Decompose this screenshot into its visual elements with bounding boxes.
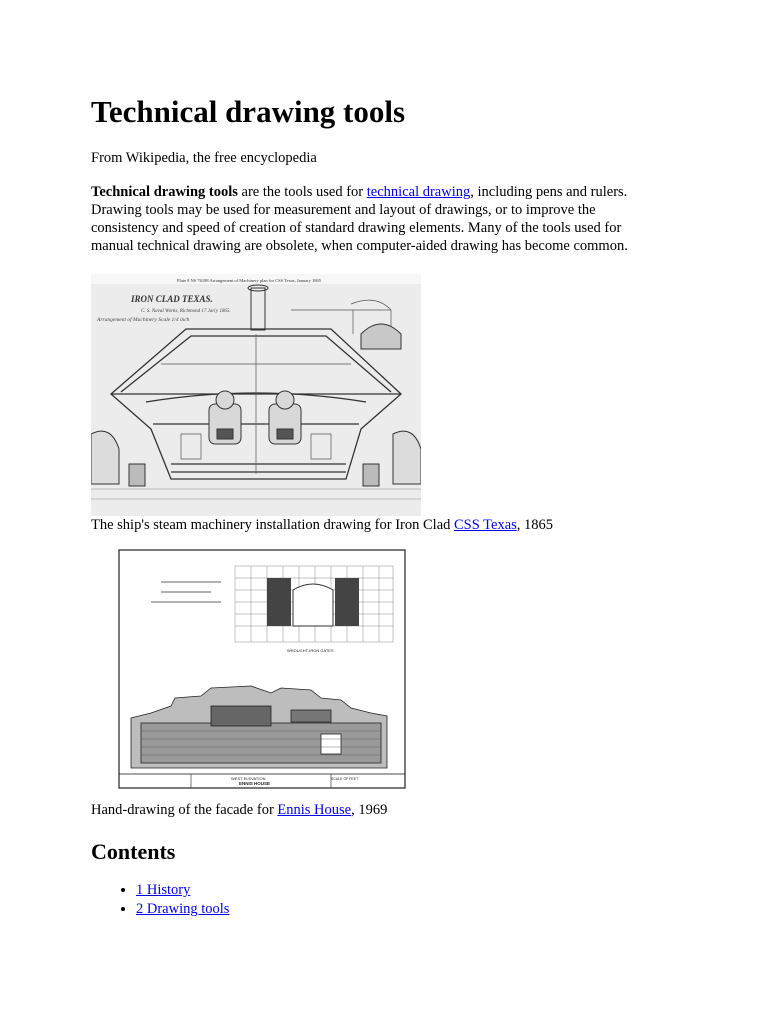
figure-2-caption-suffix: , 1969 bbox=[351, 802, 388, 818]
css-texas-link[interactable]: CSS Texas bbox=[454, 517, 517, 533]
figure-2-caption bbox=[91, 801, 387, 819]
css-texas-drawing-image[interactable] bbox=[91, 274, 421, 516]
ironclad-drawing-graphic bbox=[91, 274, 421, 516]
toc-link-history[interactable]: 1 History bbox=[136, 882, 191, 898]
intro-paragraph bbox=[91, 183, 656, 255]
ennis-house-link[interactable]: Ennis House bbox=[277, 802, 352, 818]
ennis-house-drawing-image[interactable] bbox=[91, 538, 409, 796]
drawing-subtitle-1: C. S. Naval Works, Richmond 17 Jan'y 1865. bbox=[141, 309, 231, 314]
page-title: Technical drawing tools bbox=[91, 94, 406, 129]
elevation-label: WEST ELEVATION bbox=[231, 776, 266, 781]
figure-1-caption-prefix: The ship's steam machinery installation drawing for Iron Clad bbox=[91, 517, 455, 533]
drawing-title-text: IRON CLAD TEXAS. bbox=[131, 294, 213, 304]
gates-label: WROUGHT-IRON GATES bbox=[287, 648, 334, 653]
figure-1-caption-suffix: , 1865 bbox=[516, 517, 554, 533]
intro-text-1: are the tools used for bbox=[237, 184, 367, 200]
drawing-subtitle-2: Arrangement of Machinery Scale 1/4 inch bbox=[97, 317, 190, 323]
table-of-contents bbox=[91, 881, 229, 919]
toc-item bbox=[136, 900, 229, 919]
toc-item bbox=[136, 881, 229, 900]
ennis-facade-graphic bbox=[91, 538, 409, 796]
intro-bold-term: Technical drawing tools bbox=[91, 184, 238, 200]
page-tagline: From Wikipedia, the free encyclopedia bbox=[91, 150, 317, 166]
ennis-title-label: ENNIS HOUSE bbox=[239, 781, 271, 786]
scale-label: SCALE OF FEET bbox=[331, 777, 359, 781]
figure-1-caption bbox=[91, 516, 553, 534]
intro-text-2: , including pens and rulers. Drawing tools may be used for measurement and layout of drawings, or to improve the consistency and speed of creation of standard drawing elements. Many of the tools used for manual technical drawing are obsolete, when computer-aided drawing has become common. bbox=[91, 184, 628, 254]
contents-heading: Contents bbox=[91, 839, 176, 864]
figure-2-caption-prefix: Hand-drawing of the facade for bbox=[91, 802, 278, 818]
toc-link-drawing-tools[interactable]: 2 Drawing tools bbox=[136, 901, 230, 917]
technical-drawing-link[interactable]: technical drawing bbox=[366, 184, 471, 200]
drawing-header-text: Plate 8 NS 76188 Arrangement of Machinery plan for CSS Texas, January 1865 bbox=[177, 278, 321, 283]
